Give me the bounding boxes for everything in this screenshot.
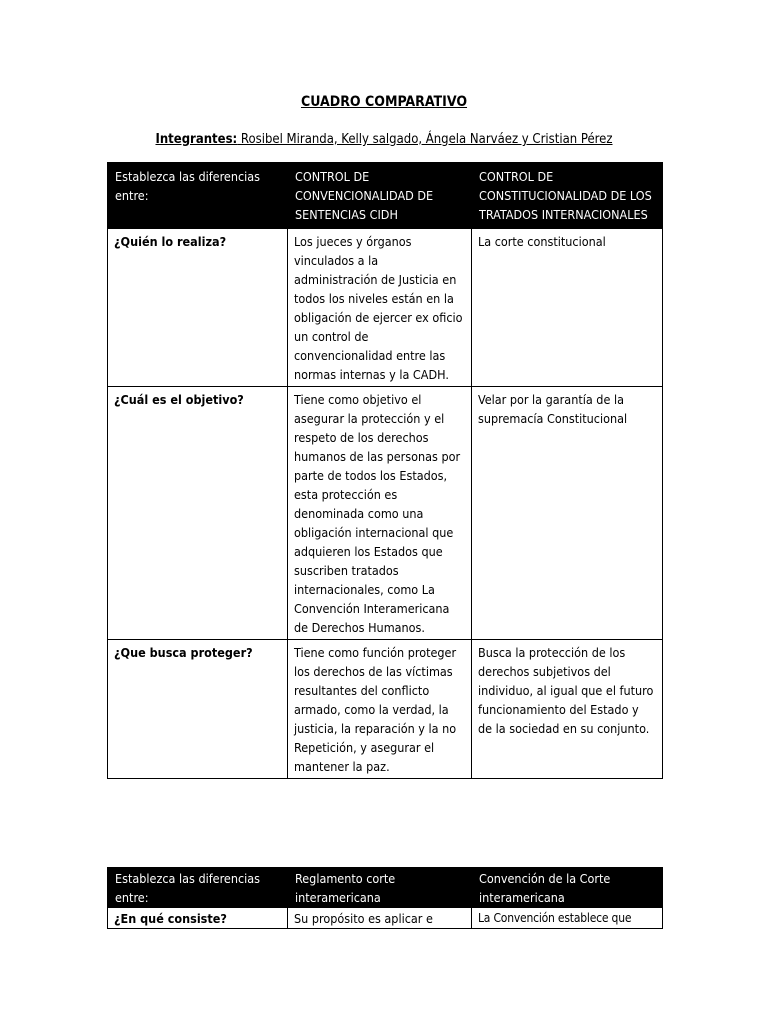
table-row (108, 387, 663, 640)
members-names: Rosibel Miranda, Kelly salgado, Ángela Narváez y Cristian Pérez (237, 132, 613, 147)
header-cell: CONTROL DE CONSTITUCIONALIDAD DE LOS TRATADOS INTERNACIONALES (472, 163, 663, 229)
table-row (108, 908, 663, 929)
row-cell: Los jueces y órganos vinculados a la administración de Justicia en todos los niveles están en la obligación de ejercer ex oficio un control de convencionalidad entre las normas internas y la CADH. (288, 229, 472, 387)
row-cell: Tiene como objetivo el asegurar la protección y el respeto de los derechos humanos de las personas por parte de todos los Estados, esta protección es denominada como una obligación internacional que adquieren los Estados que suscriben tratados internacionales, como La Convención Interamericana de Derechos Humanos. (288, 387, 472, 640)
table-header-row (108, 868, 663, 908)
row-cell: Busca la protección de los derechos subjetivos del individuo, al igual que el futuro funcionamiento del Estado y de la sociedad en su conjunto. (472, 640, 663, 779)
header-cell: Establezca las diferencias entre: (108, 868, 288, 908)
row-cell: Velar por la garantía de la supremacía Constitucional (472, 387, 663, 640)
page-title: CUADRO COMPARATIVO (300, 94, 468, 110)
row-cell: Tiene como función proteger los derechos de las víctimas resultantes del conflicto armado, como la verdad, la justicia, la reparación y la no Repetición, y asegurar el mantener la paz. (288, 640, 472, 779)
header-cell: Establezca las diferencias entre: (108, 163, 288, 229)
table-row (108, 640, 663, 779)
table-header-row (108, 163, 663, 229)
members-line (0, 132, 768, 147)
table-row (108, 229, 663, 387)
members-label: Integrantes: (155, 132, 238, 147)
header-cell: CONTROL DE CONVENCIONALIDAD DE SENTENCIAS CIDH (288, 163, 472, 229)
comparison-table-2 (107, 867, 663, 929)
header-cell: Reglamento corte interamericana (288, 868, 472, 908)
row-question: ¿Cuál es el objetivo? (108, 387, 288, 640)
row-cell: La corte constitucional (472, 229, 663, 387)
row-cell: Su propósito es aplicar e (288, 908, 472, 929)
row-question: ¿Quién lo realiza? (108, 229, 288, 387)
row-question: ¿En qué consiste? (108, 908, 288, 929)
comparison-table-1 (107, 162, 663, 779)
header-cell: Convención de la Corte interamericana (472, 868, 663, 908)
row-question: ¿Que busca proteger? (108, 640, 288, 779)
row-cell: La Convención establece que (472, 908, 663, 929)
